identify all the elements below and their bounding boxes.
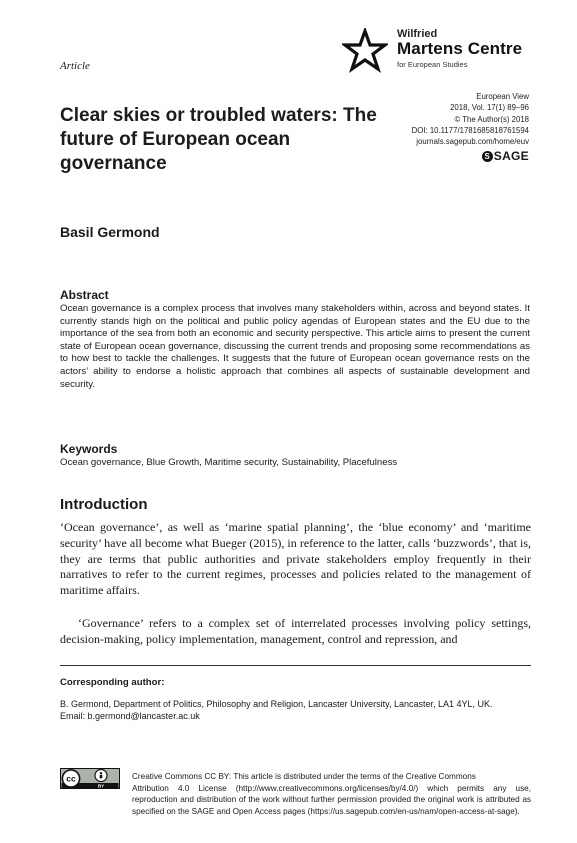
by-label: BY — [97, 783, 105, 789]
keywords-text: Ocean governance, Blue Growth, Maritime security, Sustainability, Placefulness — [60, 457, 398, 468]
star-icon — [342, 28, 388, 74]
logo-line-3: for European Studies — [397, 60, 468, 69]
journal-name: European View — [476, 92, 529, 101]
license-line-1: Creative Commons CC BY: This article is distributed under the terms of the Creative Commons — [132, 772, 476, 781]
journal-copyright: © The Author(s) 2018 — [454, 114, 529, 124]
corresponding-author-heading: Corresponding author: — [60, 677, 165, 688]
sage-icon: S — [482, 151, 493, 162]
cc-icon: cc — [66, 773, 76, 784]
logo-line-2: Martens Centre — [397, 39, 523, 58]
journal-doi[interactable]: DOI: 10.1177/1781685818761594 — [411, 125, 529, 135]
license-rest: Attribution 4.0 License (http://www.creativecommons.org/licenses/by/4.0/) which permits any use, reproduction and distribution of the work without further permission provided the original work is attributed as specified on the SAGE and Open Access pages (https://us.sagepub.com/en-us/nam/open-access-at-sage). — [132, 783, 531, 816]
footnote-divider — [60, 665, 531, 666]
martens-centre-logo — [342, 28, 542, 74]
journal-url[interactable]: journals.sagepub.com/home/euv — [416, 137, 529, 147]
journal-citation: 2018, Vol. 17(1) 89–96 — [450, 103, 529, 113]
corresponding-author-details — [60, 698, 531, 722]
license-text — [60, 771, 531, 817]
introduction-heading: Introduction — [60, 496, 148, 513]
abstract-heading: Abstract — [60, 288, 109, 302]
corresponding-author-email[interactable]: Email: b.germond@lancaster.ac.uk — [60, 711, 200, 722]
article-title: Clear skies or troubled waters: The future of European ocean governance — [60, 105, 377, 174]
sage-logo — [482, 149, 529, 163]
logo-line-1: Wilfried — [397, 28, 438, 40]
keywords-heading: Keywords — [60, 442, 118, 456]
introduction-paragraph-2: ‘Governance’ refers to a complex set of interrelated processes involving policy settings, decision-making, policy implementation, management, control and repression, and — [60, 616, 531, 646]
corresponding-author-address: B. Germond, Department of Politics, Philosophy and Religion, Lancaster University, Lancaster, LA1 4YL, UK. — [60, 699, 493, 709]
introduction-paragraph-1: ‘Ocean governance’, as well as ‘marine spatial planning’, the ‘blue economy’ and ‘maritime security’ have all become what Bueger (2015), in reference to the latter, calls ‘buzzwords’, that is, they are terms that public authorities and private stakeholders employ frequently in their narratives to refer to the current regimes, processes and policies related to the management of maritime affairs. — [60, 520, 531, 598]
author-name: Basil Germond — [60, 224, 160, 240]
sage-text: SAGE — [493, 149, 529, 163]
abstract-text: Ocean governance is a complex process that involves many stakeholders within, across and beyond states. It currently stands high on the political and public policy agendas of European states and the EU due to the importance of the sea from both an economic and security perspective. This article aims to present the current state of European ocean governance, discussing the current trends and proposing some recommendations as to how best to tackle the challenges. It suggests that the future of European ocean governance rests on the actors’ ability to endorse a holistic approach that combines all aspects of sustainable development and security. — [60, 303, 530, 390]
article-type-label: Article — [60, 60, 90, 72]
